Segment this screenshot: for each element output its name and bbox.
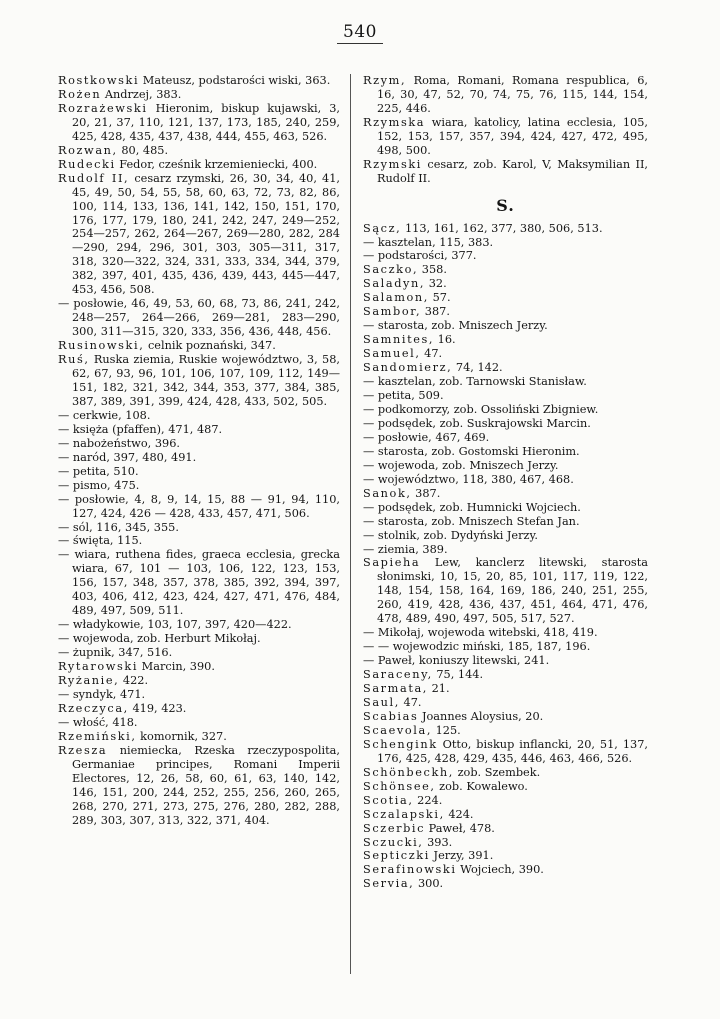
entry-headword: Rudolf II, [58,171,130,185]
entry-headword: Samnites, [363,333,435,347]
entry-text: — starosta, zob. Mniszech Stefan Jan. [363,514,580,528]
entry-text: — podsędek, zob. Suskrajowski Marcin. [363,416,591,430]
index-entry [58,172,340,298]
entry-text: 422. [119,673,149,687]
index-entry [58,521,340,535]
entry-headword: Scabias [363,709,419,723]
index-entry [58,716,340,730]
entry-headword: Sącz, [363,221,402,235]
entry-text: — starosta, zob. Gostomski Hieronim. [363,444,580,458]
entry-headword: Rusinowski, [58,339,145,353]
entry-headword: Rzym, [363,74,407,87]
index-entry [58,465,340,479]
index-entry [58,646,340,660]
index-entry [363,158,648,186]
entry-headword: Sczalapski, [363,807,445,821]
index-entry [363,836,648,850]
entry-headword: Rostkowski [58,74,140,87]
index-entry [363,766,648,780]
index-entry [363,74,648,116]
entry-text: — nabożeństwo, 396. [58,436,180,450]
index-entry [363,501,648,515]
index-entry [58,618,340,632]
index-column-left [58,74,340,827]
entry-headword: Rozwan, [58,143,118,157]
entry-text: Roma, Romani, Romana respublica, 6, 16, 30, 47, 52, 70, 74, 75, 76, 115, 144, 154, 225, 446. [377,74,648,115]
entry-text: Jerzy, 391. [429,849,494,863]
entry-text: — cerkwie, 108. [58,408,151,422]
index-entry [363,403,648,417]
entry-text: — święta, 115. [58,534,143,548]
entry-text: — petita, 510. [58,464,139,478]
entry-text: Mateusz, podstarości wiski, 363. [139,74,331,87]
entry-text: — kasztelan, zob. Tarnowski Stanisław. [363,375,587,389]
entry-text: — posłowie, 4, 8, 9, 14, 15, 88 — 91, 94, 110, 127, 424, 426 — 428, 433, 457, 471, 506. [58,492,340,520]
index-entry [363,668,648,682]
entry-headword: Saul, [363,695,400,709]
entry-headword: Rudecki [58,157,116,171]
entry-text: Lew, kanclerz litewski, starosta słonimski, 10, 15, 20, 85, 101, 117, 119, 122, 148, 154, 158, 164, 169, 186, 240, 251, 255, 260, 419, 428, 436, 437, 451, 464, 471, 476, 478, 489, 490, 497, 505, 517, 527. [377,556,648,626]
index-entry [58,339,340,353]
index-entry [363,626,648,640]
entry-headword: Salamon, [363,291,430,305]
index-entry [58,730,340,744]
entry-headword: Septiczki [363,849,430,863]
entry-text: — władykowie, 103, 107, 397, 420—422. [58,618,292,632]
entry-text: — żupnik, 347, 516. [58,646,173,660]
entry-headword: Schengink [363,737,438,751]
index-entry [363,236,648,250]
entry-text: wiara, katolicy, latina ecclesia, 105, 152, 153, 157, 357, 394, 424, 427, 472, 495, 498, 500. [377,115,648,157]
entry-text: 21. [428,682,450,696]
entry-text: 47. [399,695,422,709]
index-entry [363,515,648,529]
column-divider [350,74,351,974]
index-entry [363,877,648,891]
index-entry [363,794,648,808]
entry-headword: Saczko, [363,263,419,277]
index-entry [363,710,648,724]
index-entry [363,347,648,361]
index-entry [363,682,648,696]
index-entry [58,353,340,409]
index-entry [363,116,648,158]
entry-text: 424. [444,807,474,821]
entry-text: 387. [411,486,441,500]
entry-headword: Rzymska [363,115,426,129]
index-entries-s [363,222,648,892]
entry-text: — Mikołaj, wojewoda witebski, 418, 419. [363,626,598,640]
index-entries-r [363,74,648,186]
entry-text: komornik, 327. [136,729,227,743]
entry-text: Andrzej, 383. [101,87,182,101]
entry-text: — wojewoda, zob. Mniszech Jerzy. [363,458,559,472]
index-entry [363,431,648,445]
index-entry [58,102,340,144]
entry-headword: Schönsee, [363,779,436,793]
entry-headword: Sczucki, [363,835,424,849]
index-entry [363,473,648,487]
entry-text: — petita, 509. [363,389,444,403]
index-entry [363,738,648,766]
entry-text: 358. [418,263,447,277]
entry-text: — podstarości, 377. [363,249,477,263]
entry-text: Otto, biskup inflancki, 20, 51, 137, 176, 425, 428, 429, 435, 446, 463, 466, 526. [377,737,648,765]
index-entry [58,74,340,88]
index-entry [363,556,648,626]
index-entry [363,543,648,557]
index-entry [363,389,648,403]
entry-text: 74, 142. [452,361,503,375]
entry-text: Fedor, cześnik krzemieniecki, 400. [115,157,318,171]
entry-text: — wiara, ruthena fides, graeca ecclesia, greckа wiara, 67, 101 — 103, 106, 122, 123, 153, 156, 157, 348, 357, 378, 385, 392, 394, 397, 403, 406, 412, 423, 424, 427, 471, 476, 484, 489, 497, 509, 511. [58,548,340,618]
index-entry [58,744,340,828]
index-entry [363,417,648,431]
entry-headword: Saladyn, [363,277,426,291]
entry-headword: Ryżanie, [58,673,120,687]
index-entry [363,459,648,473]
entry-headword: Rzesza [58,743,108,757]
index-entry [363,529,648,543]
entry-headword: Sandomierz, [363,361,453,375]
index-entry [58,479,340,493]
entry-headword: Rzymski [363,157,423,171]
entry-text: — podsędek, zob. Humnicki Wojciech. [363,500,581,514]
index-column-right [363,74,648,891]
index-entry [363,361,648,375]
entry-headword: Sanok, [363,486,412,500]
index-entry [363,375,648,389]
entry-text: 32. [425,277,447,291]
entry-text: 224. [413,793,443,807]
entry-text: — księża (pfaffen), 471, 487. [58,422,223,436]
index-entry [58,409,340,423]
entry-text: 125. [432,723,461,737]
entry-text: 80, 485. [117,143,169,157]
entry-text: zob. Kowalewo. [435,779,528,793]
entry-headword: Rytarowski [58,660,139,674]
entry-text: — sól, 116, 345, 355. [58,520,179,534]
index-entry [363,249,648,263]
index-entry [58,423,340,437]
index-entry [58,632,340,646]
entry-text: Paweł, 478. [425,821,495,835]
entry-text: — naród, 397, 480, 491. [58,450,197,464]
entry-text: — syndyk, 471. [58,687,146,701]
entry-text: 47. [420,347,443,361]
entry-text: — włość, 418. [58,715,138,729]
index-entry [363,263,648,277]
entry-text: — posłowie, 467, 469. [363,430,490,444]
entry-text: — starosta, zob. Mniszech Jerzy. [363,319,548,333]
index-entry [58,688,340,702]
index-entry [363,487,648,501]
index-entry [58,158,340,172]
entry-text: — posłowie, 46, 49, 53, 60, 68, 73, 86, 241, 242, 248—257, 264—266, 269—281, 283—290, 300, 311—315, 320, 333, 356, 436, 448, 456. [58,297,340,339]
entry-text: zob. Szembek. [453,765,541,779]
entry-text: cesarz rzymski, 26, 30, 34, 40, 41, 45, 49, 50, 54, 55, 58, 60, 63, 72, 73, 82, 86, 100, 114, 133, 136, 141, 142, 150, 151, 170, 176, 177, 179, 180, 241, 242, 247, 249—252, 254—257, 262, 264—267, 269—280, 282, 284—290, 294, 296, 301, 303, 305—311, 317, 318, 320—322, 324, 331, 333, 334, 344, 379, 382, 397, 401, 435, 436, 439, 443, 445—447, 453, 456, 508. [72,171,340,297]
index-entry [58,451,340,465]
index-entry [363,808,648,822]
entry-headword: Serafinowski [363,863,457,877]
entry-text: cesarz, zob. Karol, V, Maksymilian II, Rudolf II. [377,157,648,185]
index-entry [58,548,340,618]
index-entry [363,780,648,794]
entry-text: 387. [421,305,450,319]
entry-text: celnik poznański, 347. [144,339,276,353]
index-entry [58,297,340,339]
entry-text: 113, 161, 162, 377, 380, 506, 513. [401,221,603,235]
index-entry [58,493,340,521]
entry-text: 393. [423,835,453,849]
entry-headword: Sarmata, [363,682,428,696]
entry-text: — — wojewodzic miński, 185, 187, 196. [363,640,591,654]
entry-headword: Samuel, [363,347,421,361]
entry-headword: Rozrażewski [58,101,148,115]
entry-text: 419, 423. [128,701,187,715]
entry-headword: Sapieha [363,556,421,570]
entry-text: — Paweł, koniuszy litewski, 241. [363,654,550,668]
entry-text: Hieronim, biskup kujawski, 3, 20, 21, 37, 110, 121, 137, 173, 185, 240, 259, 425, 428, 435, 437, 438, 444, 455, 463, 526. [72,101,340,143]
index-entry [363,654,648,668]
entry-text: — kasztelan, 115, 383. [363,235,494,249]
index-entry [58,702,340,716]
entry-text: Ruska ziemia, Ruskie województwo, 3, 58, 62, 67, 93, 96, 101, 106, 107, 109, 112, 149—151, 182, 321, 342, 344, 353, 377, 384, 385, 387, 389, 391, 399, 424, 428, 433, 502, 505. [72,353,340,408]
entry-headword: Sczerbic [363,821,426,835]
entry-text: — podkomorzy, zob. Ossoliński Zbigniew. [363,402,599,416]
index-entry [363,333,648,347]
section-letter-heading: S. [496,195,515,215]
entry-text: niemiecka, Rzeska rzeczypospolita, Germaniae principes, Romani Imperii Electores, 12, 26, 58, 60, 61, 63, 140, 142, 146, 151, 200, 244, 252, 255, 256, 260, 265, 268, 270, 271, 273, 275, 276, 280, 282, 288, 289, 303, 307, 313, 322, 371, 404. [72,743,340,827]
entry-headword: Rzemiński, [58,729,137,743]
index-entry [58,674,340,688]
entry-text: 16. [434,333,456,347]
entry-headword: Scotia, [363,793,414,807]
index-entry [58,437,340,451]
entry-text: Joannes Aloysius, 20. [418,709,544,723]
entry-text: — stolnik, zob. Dydyński Jerzy. [363,528,538,542]
index-entry [363,849,648,863]
index-entry [363,319,648,333]
entry-text: 300. [414,877,444,891]
index-entry [363,640,648,654]
entry-text: 57. [429,291,451,305]
index-entry [363,291,648,305]
entry-headword: Sambor, [363,305,422,319]
page-number-text: 540 [337,22,383,44]
entry-text: — pismo, 475. [58,478,140,492]
index-entry [363,696,648,710]
index-entry [363,445,648,459]
entry-text: Marcin, 390. [138,660,215,674]
entry-text: — wojewoda, zob. Herburt Mikołaj. [58,632,261,646]
index-entry [363,222,648,236]
index-entry [58,660,340,674]
entry-headword: Scaevola, [363,723,433,737]
index-entry [363,277,648,291]
index-entry [58,144,340,158]
index-entry [363,822,648,836]
entry-headword: Rzeczyca, [58,701,129,715]
entry-headword: Ruś, [58,353,90,367]
entry-headword: Rożen [58,87,102,101]
entry-text: Wojciech, 390. [456,863,544,877]
index-entry [58,534,340,548]
entry-text: 75, 144. [432,668,484,682]
index-entry [58,88,340,102]
entry-text: — województwo, 118, 380, 467, 468. [363,472,574,486]
entry-text: — ziemia, 389. [363,542,448,556]
index-entry [363,724,648,738]
entry-headword: Servia, [363,877,415,891]
index-entry [363,305,648,319]
index-entry [363,863,648,877]
entry-headword: Schönbeckh, [363,765,454,779]
page-number [0,22,720,42]
entry-headword: Saraceny, [363,668,433,682]
